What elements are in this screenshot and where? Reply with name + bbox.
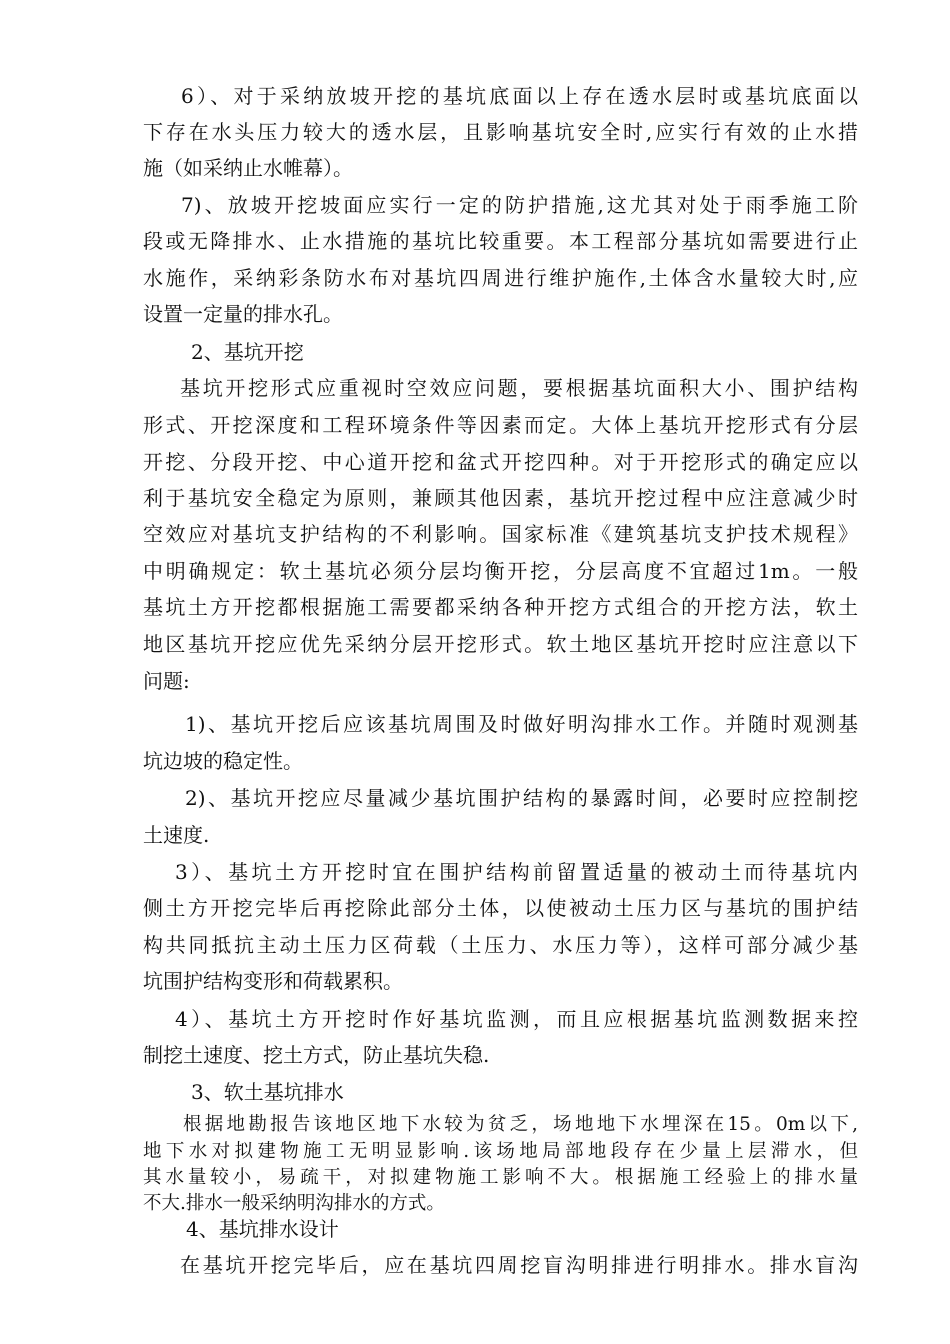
text-line: 构共同抵抗主动土压力区荷载（土压力、水压力等），这样可部分减少基	[143, 933, 858, 957]
text-line: 利于基坑安全稳定为原则，兼顾其他因素，基坑开挖过程中应注意减少时	[143, 486, 858, 510]
text-line: 施（如采纳止水帷幕）。	[143, 156, 353, 180]
text-line: 形式、开挖深度和工程环境条件等因素而定。大体上基坑开挖形式有分层	[143, 413, 858, 437]
text-line: 其水量较小，易疏干，对拟建物施工影响不大。根据施工经验上的排水量	[143, 1167, 858, 1188]
text-line: 侧土方开挖完毕后再挖除此部分土体，以使被动土压力区与基坑的围护结	[143, 896, 858, 920]
text-line: 下存在水头压力较大的透水层，且影响基坑安全时,应实行有效的止水措	[143, 120, 858, 144]
text-line: 段或无降排水、止水措施的基坑比较重要。本工程部分基坑如需要进行止	[143, 229, 858, 253]
text-line: 制挖土速度、挖土方式，防止基坑失稳.	[143, 1043, 490, 1067]
text-line: 空效应对基坑支护结构的不利影响。国家标准《建筑基坑支护技术规程》	[143, 522, 858, 546]
section-heading-drainage: 3、软土基坑排水	[191, 1080, 344, 1104]
text-line: 基坑土方开挖都根据施工需要都采纳各种开挖方式组合的开挖方法，软土	[143, 595, 858, 619]
text-line: 1)、基坑开挖后应该基坑周围及时做好明沟排水工作。并随时观测基	[185, 712, 858, 736]
text-line: 6）、对于采纳放坡开挖的基坑底面以上存在透水层时或基坑底面以	[181, 84, 858, 108]
text-line: 7)、放坡开挖坡面应实行一定的防护措施,这尤其对处于雨季施工阶	[181, 193, 858, 217]
text-line: 3）、基坑土方开挖时宜在围护结构前留置适量的被动土而待基坑内	[175, 860, 858, 884]
text-line: 不大.排水一般采纳明沟排水的方式。	[143, 1193, 445, 1214]
text-line: 地区基坑开挖应优先采纳分层开挖形式。软土地区基坑开挖时应注意以下	[143, 632, 858, 656]
text-line: 开挖、分段开挖、中心道开挖和盆式开挖四种。对于开挖形式的确定应以	[143, 450, 858, 474]
text-line: 在基坑开挖完毕后，应在基坑四周挖盲沟明排进行明排水。排水盲沟	[180, 1253, 858, 1277]
text-line: 地下水对拟建物施工无明显影响.该场地局部地段存在少量上层滞水，但	[143, 1141, 858, 1162]
section-heading-drainage-design: 4、基坑排水设计	[186, 1217, 339, 1241]
section-heading-excavation: 2、基坑开挖	[191, 340, 304, 364]
text-line: 设置一定量的排水孔。	[143, 302, 343, 326]
text-line: 坑围护结构变形和荷载累积。	[143, 969, 403, 993]
text-line: 坑边坡的稳定性。	[143, 749, 303, 773]
text-line: 中明确规定：软土基坑必须分层均衡开挖，分层高度不宜超过1m。一般	[143, 559, 858, 583]
text-line: 2)、基坑开挖应尽量减少基坑围护结构的暴露时间，必要时应控制挖	[185, 786, 858, 810]
text-line: 问题:	[143, 669, 190, 693]
text-line: 土速度.	[143, 823, 210, 847]
text-line: 水施作，采纳彩条防水布对基坑四周进行维护施作,土体含水量较大时,应	[143, 266, 858, 290]
text-line: 4）、基坑土方开挖时作好基坑监测，而且应根据基坑监测数据来控	[175, 1007, 858, 1031]
text-line: 根据地勘报告该地区地下水较为贫乏，场地地下水埋深在15。0m以下,	[183, 1114, 858, 1135]
text-line: 基坑开挖形式应重视时空效应问题，要根据基坑面积大小、围护结构	[180, 376, 858, 400]
